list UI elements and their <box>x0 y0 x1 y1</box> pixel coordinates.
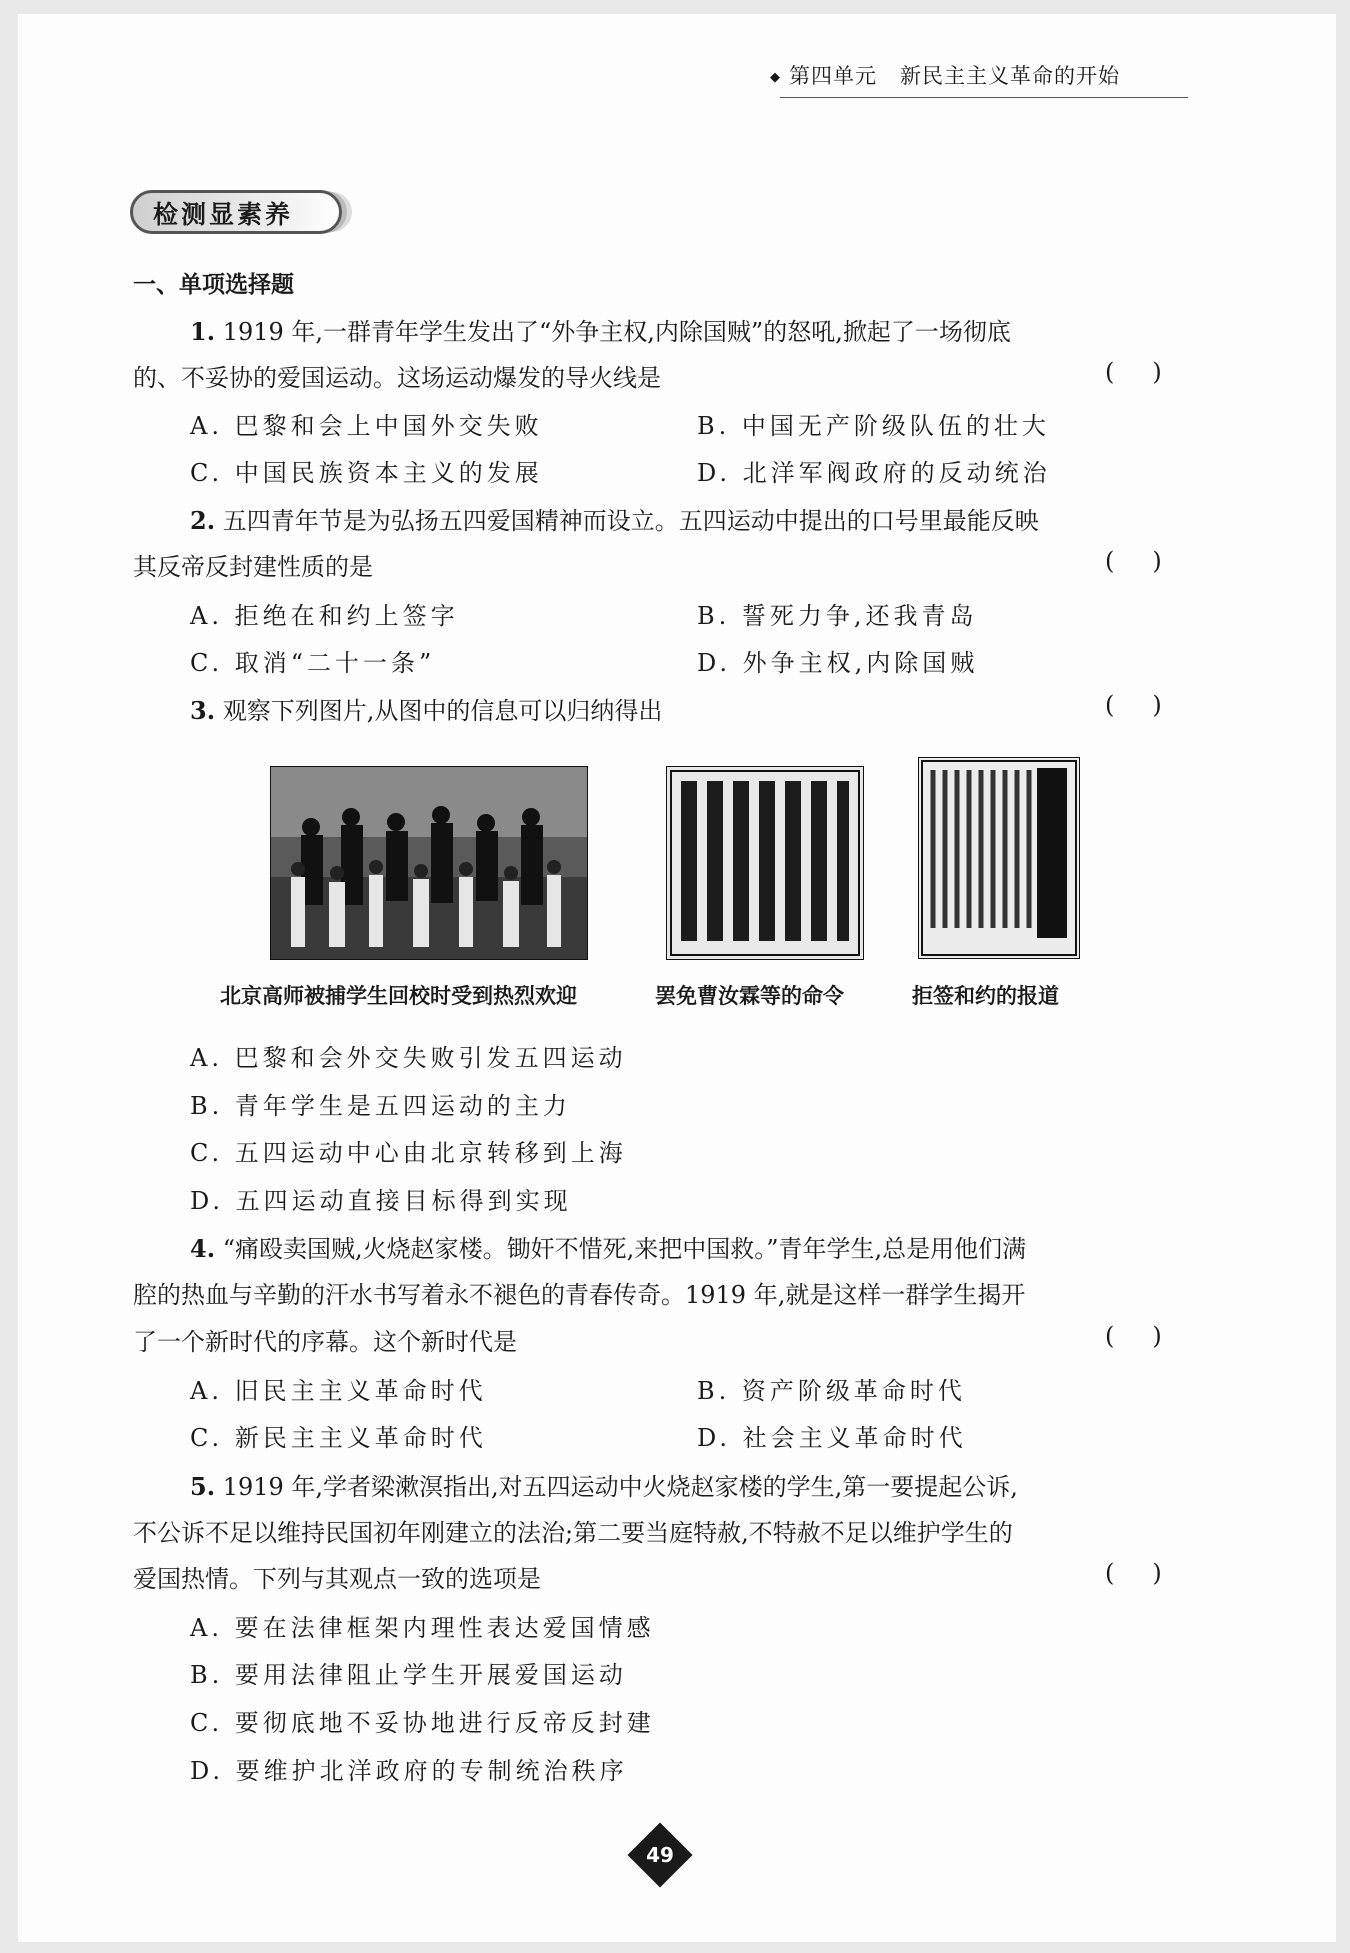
q2-option-b: B. 誓死力争,还我青岛 <box>697 602 978 630</box>
diamond-icon: ◆ <box>770 70 781 85</box>
q4-line1 <box>190 1229 1026 1264</box>
q4-number: 4. <box>190 1234 216 1263</box>
q3-text1: 观察下列图片,从图中的信息可以归纳得出 <box>222 697 663 725</box>
q3-option-a: A. 巴黎和会外交失败引发五四运动 <box>190 1044 627 1072</box>
q4-line2: 腔的热血与辛勤的汗水书写着永不褪色的青春传奇。1919 年,就是这样一群学生揭开 <box>133 1281 1026 1309</box>
q3-option-c: C. 五四运动中心由北京转移到上海 <box>190 1139 627 1167</box>
q4-option-b: B. 资产阶级革命时代 <box>697 1377 966 1405</box>
q2-option-d: D. 外争主权,内除国贼 <box>697 649 979 677</box>
page <box>18 14 1336 1942</box>
section-badge: 检测显素养 <box>130 190 342 234</box>
q5-answer-blank: () <box>1105 1559 1200 1587</box>
q1-answer-blank: () <box>1105 358 1200 386</box>
q5-line1 <box>190 1467 1018 1502</box>
q3-line1 <box>190 691 662 726</box>
q5-text1: 1919 年,学者梁漱溟指出,对五四运动中火烧赵家楼的学生,第一要提起公诉, <box>222 1473 1018 1501</box>
photo-caption: 北京高师被捕学生回校时受到热烈欢迎 <box>220 984 577 1008</box>
header-rule <box>780 97 1188 98</box>
q3-option-d: D. 五四运动直接目标得到实现 <box>190 1187 572 1215</box>
page-number: 49 <box>646 1843 674 1867</box>
report-caption: 拒签和约的报道 <box>912 984 1059 1008</box>
q3-number: 3. <box>190 696 216 725</box>
q1-option-b: B. 中国无产阶级队伍的壮大 <box>697 412 1050 440</box>
q4-option-a: A. 旧民主主义革命时代 <box>190 1377 487 1405</box>
q4-text1: “痛殴卖国贼,火烧赵家楼。锄奸不惜死,来把中国救。”青年学生,总是用他们满 <box>222 1235 1027 1263</box>
q1-line2: 的、不妥协的爱国运动。这场运动爆发的导火线是 <box>133 364 661 392</box>
q2-number: 2. <box>190 506 216 535</box>
dismissal-order-image <box>666 766 864 960</box>
q5-option-a: A. 要在法律框架内理性表达爱国情感 <box>190 1614 655 1642</box>
q2-text1: 五四青年节是为弘扬五四爱国精神而设立。五四运动中提出的口号里最能反映 <box>222 507 1039 535</box>
refusal-report-image <box>918 757 1080 959</box>
q2-answer-blank: () <box>1105 547 1200 575</box>
q4-option-c: C. 新民主主义革命时代 <box>190 1424 487 1452</box>
q5-option-c: C. 要彻底地不妥协地进行反帝反封建 <box>190 1709 655 1737</box>
q4-line3: 了一个新时代的序幕。这个新时代是 <box>133 1328 517 1356</box>
q2-line2: 其反帝反封建性质的是 <box>133 553 373 581</box>
q1-option-a: A. 巴黎和会上中国外交失败 <box>190 412 543 440</box>
q2-line1 <box>190 501 1039 536</box>
q4-answer-blank: () <box>1105 1322 1200 1350</box>
q5-option-d: D. 要维护北洋政府的专制统治秩序 <box>190 1757 628 1785</box>
q1-text1: 1919 年,一群青年学生发出了“外争主权,内除国贼”的怒吼,掀起了一场彻底 <box>222 318 1011 346</box>
q5-line3: 爱国热情。下列与其观点一致的选项是 <box>133 1565 541 1593</box>
q5-number: 5. <box>190 1472 216 1501</box>
order-caption: 罢免曹汝霖等的命令 <box>655 984 844 1008</box>
q1-option-d: D. 北洋军阀政府的反动统治 <box>697 459 1051 487</box>
unit-title: 新民主主义革命的开始 <box>900 64 1121 88</box>
q1-number: 1. <box>190 317 216 346</box>
q5-line2: 不公诉不足以维持民国初年刚建立的法治;第二要当庭特赦,不特赦不足以维护学生的 <box>133 1519 1013 1547</box>
q1-option-c: C. 中国民族资本主义的发展 <box>190 459 543 487</box>
q1-line1 <box>190 312 1011 347</box>
student-return-photo <box>270 766 588 960</box>
q2-option-c: C. 取消“二十一条” <box>190 649 436 677</box>
q3-answer-blank: () <box>1105 691 1200 719</box>
section-title: 一、单项选择题 <box>133 272 294 298</box>
unit-label: 第四单元 <box>789 64 877 88</box>
q2-option-a: A. 拒绝在和约上签字 <box>190 602 459 630</box>
running-head <box>770 60 1120 90</box>
q3-option-b: B. 青年学生是五四运动的主力 <box>190 1092 571 1120</box>
q5-option-b: B. 要用法律阻止学生开展爱国运动 <box>190 1661 627 1689</box>
q4-option-d: D. 社会主义革命时代 <box>697 1424 967 1452</box>
